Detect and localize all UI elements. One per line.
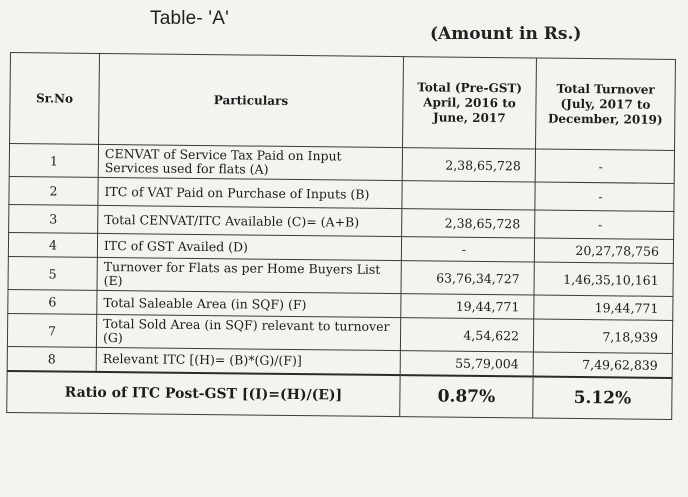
table-title: Table- 'A' <box>150 8 229 29</box>
row-particular: ITC of GST Availed (D) <box>97 233 401 260</box>
amount-note: (Amount in Rs.) <box>430 24 582 44</box>
row-post-gst: 1,46,35,10,161 <box>534 262 673 296</box>
row-srno: 4 <box>8 232 97 257</box>
header-post-gst: Total Turnover (July, 2017 to December, 2019) <box>536 58 676 150</box>
row-srno: 1 <box>9 144 98 178</box>
row-post-gst: - <box>535 182 674 211</box>
row-particular: Turnover for Flats as per Home Buyers List (E) <box>97 257 401 293</box>
row-post-gst: 19,44,771 <box>534 295 673 320</box>
row-particular: Total CENVAT/ITC Available (C)= (A+B) <box>98 205 402 236</box>
row-particular: ITC of VAT Paid on Purchase of Inputs (B) <box>98 177 402 208</box>
row-pre-gst: 2,38,65,728 <box>402 209 535 238</box>
row-pre-gst: 55,79,004 <box>400 351 533 376</box>
row-particular: Relevant ITC [(H)= (B)*(G)/(F)] <box>96 347 400 374</box>
row-post-gst: 7,49,62,839 <box>533 352 672 377</box>
row-pre-gst: - <box>401 237 534 262</box>
ratio-row <box>7 370 672 418</box>
row-pre-gst <box>402 181 535 210</box>
row-srno: 2 <box>9 176 98 205</box>
table-body <box>7 144 674 378</box>
row-post-gst: 7,18,939 <box>533 319 672 353</box>
row-post-gst: - <box>535 149 674 183</box>
ratio-pre-gst: 0.87% <box>400 375 533 418</box>
header-row <box>10 53 676 151</box>
row-srno: 7 <box>7 313 96 347</box>
row-post-gst: - <box>535 210 674 239</box>
header-particulars: Particulars <box>99 53 404 147</box>
row-post-gst: 20,27,78,756 <box>534 238 673 263</box>
row-srno: 8 <box>7 346 96 371</box>
itc-table-container <box>6 52 676 419</box>
row-particular: CENVAT of Service Tax Paid on Input Services used for flats (A) <box>98 144 402 180</box>
row-srno: 6 <box>8 289 97 314</box>
row-srno: 3 <box>9 204 98 233</box>
row-pre-gst: 2,38,65,728 <box>402 148 535 182</box>
header-pre-gst: Total (Pre-GST) April, 2016 to June, 2017 <box>403 57 537 149</box>
header-srno: Sr.No <box>10 53 100 145</box>
ratio-post-gst: 5.12% <box>533 376 672 419</box>
row-pre-gst: 19,44,771 <box>401 294 534 319</box>
row-particular: Total Sold Area (in SQF) relevant to turnover (G) <box>96 314 400 350</box>
row-pre-gst: 4,54,622 <box>400 318 533 352</box>
row-particular: Total Saleable Area (in SQF) (F) <box>97 290 401 317</box>
itc-table <box>6 52 676 419</box>
row-srno: 5 <box>8 256 97 290</box>
row-pre-gst: 63,76,34,727 <box>401 261 534 295</box>
ratio-label: Ratio of ITC Post-GST [(I)=(H)/(E)] <box>7 370 400 416</box>
